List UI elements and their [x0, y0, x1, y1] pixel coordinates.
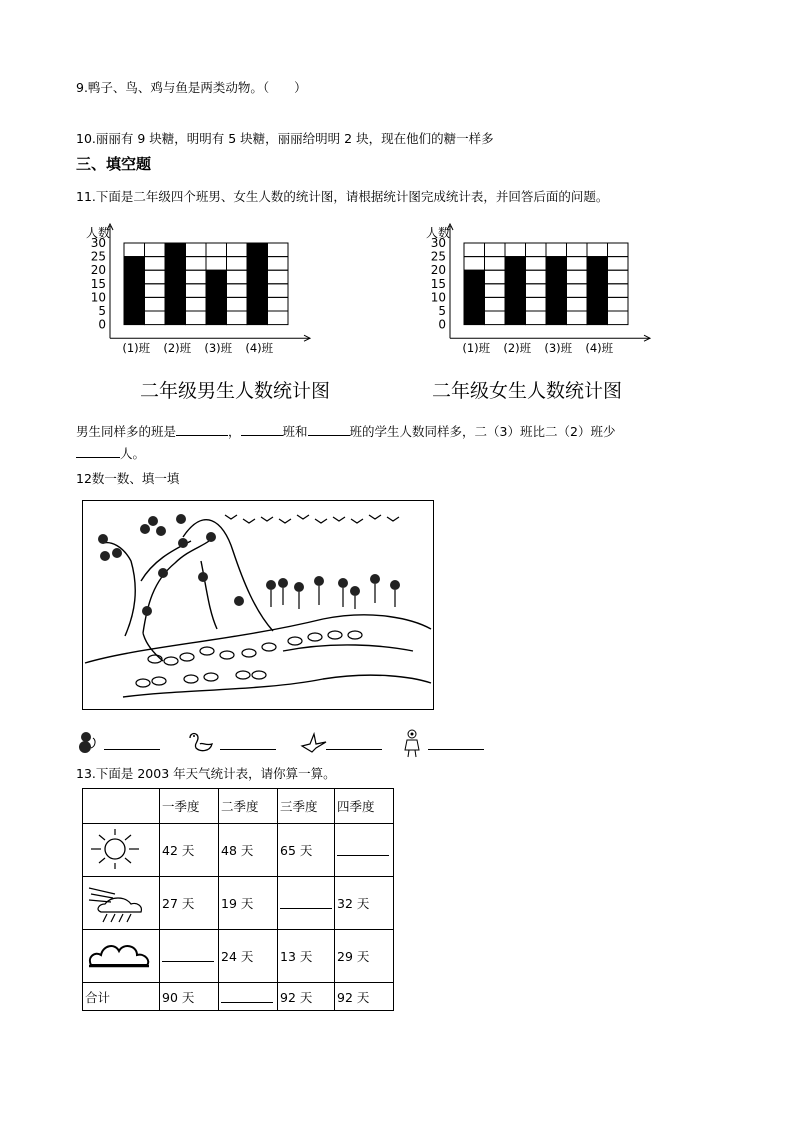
table-cell: 19 天 [219, 877, 278, 930]
grid-cell [567, 297, 588, 311]
grid-cell [145, 257, 166, 271]
table-header-cell: 三季度 [278, 789, 335, 824]
grid-cell [608, 311, 629, 325]
boys-bar-chart [80, 222, 350, 357]
weather-table [82, 788, 394, 1011]
grid-cell [206, 257, 227, 271]
rain-icon [85, 880, 151, 924]
row-icon-cell [83, 824, 160, 877]
grid-cell [268, 243, 289, 257]
question-11-fill-line2 [76, 443, 145, 463]
grid-cell [485, 257, 506, 271]
child-count-blank[interactable] [428, 748, 484, 750]
bar [505, 257, 526, 325]
x-tick-label: (4)班 [245, 341, 274, 356]
grid-cell [464, 257, 485, 271]
grid-cell [567, 257, 588, 271]
question-11-fill [76, 421, 615, 441]
table-cell: 90 天 [160, 983, 219, 1011]
grid-cell [485, 284, 506, 298]
grid-cell [608, 257, 629, 271]
grid-cell [505, 243, 526, 257]
fill-text-2: 班和 [282, 424, 308, 439]
y-tick-label: 0 [438, 317, 446, 332]
answer-blank[interactable] [280, 894, 332, 909]
grid-cell [567, 311, 588, 325]
grid-cell [227, 297, 248, 311]
table-cell-blank[interactable] [160, 930, 219, 983]
answer-blank[interactable] [308, 421, 350, 436]
counting-scene-image [82, 500, 434, 710]
fill-text-4: 人。 [120, 446, 146, 461]
grid-cell [268, 297, 289, 311]
y-axis-label: 人数 [86, 226, 111, 240]
row-icon-cell [83, 877, 160, 930]
girls-chart-title: 二年级女生人数统计图 [432, 380, 623, 402]
bar [587, 257, 608, 325]
fill-text-3: 班的学生人数同样多，二（3）班比二（2）班少 [349, 424, 616, 439]
x-tick-label: (2)班 [503, 341, 532, 356]
grid-cell [567, 243, 588, 257]
x-tick-label: (4)班 [585, 341, 614, 356]
y-tick-label: 25 [430, 249, 446, 264]
boys-chart-title: 二年级男生人数统计图 [140, 380, 331, 402]
y-tick-label: 30 [430, 236, 446, 250]
grid-cell [587, 243, 608, 257]
cloud-icon [85, 935, 153, 975]
x-tick-label: (3)班 [544, 341, 573, 356]
grid-cell [268, 284, 289, 298]
table-cell: 13 天 [278, 930, 335, 983]
grid-cell [145, 270, 166, 284]
table-cell: 32 天 [335, 877, 394, 930]
answer-blank[interactable] [221, 988, 273, 1003]
table-header-cell [83, 789, 160, 824]
counting-legend [74, 728, 504, 758]
grid-cell [608, 243, 629, 257]
y-tick-label: 5 [98, 304, 106, 318]
y-axis-label: 人数 [426, 226, 451, 240]
bar [546, 257, 567, 325]
grid-cell [124, 243, 145, 257]
grid-cell [608, 270, 629, 284]
grid-cell [145, 284, 166, 298]
y-tick-label: 5 [438, 304, 446, 318]
x-tick-label: (2)班 [163, 341, 192, 356]
monkey-icon [74, 730, 98, 756]
row-icon-cell [83, 930, 160, 983]
grid-cell [485, 243, 506, 257]
y-tick-label: 20 [90, 263, 106, 278]
table-cell: 29 天 [335, 930, 394, 983]
grid-cell [608, 284, 629, 298]
duck-count-blank[interactable] [220, 748, 276, 750]
grid-cell [464, 243, 485, 257]
grid-cell [186, 270, 207, 284]
table-row-total [83, 983, 394, 1011]
answer-blank[interactable] [162, 947, 214, 962]
grid-cell [546, 243, 567, 257]
sun-icon [85, 827, 145, 871]
child-icon [402, 728, 422, 758]
y-tick-label: 15 [430, 276, 446, 291]
y-tick-label: 0 [98, 317, 106, 332]
grid-cell [227, 243, 248, 257]
grid-cell [485, 311, 506, 325]
grid-cell [145, 243, 166, 257]
y-tick-label: 15 [90, 276, 106, 291]
x-tick-label: (3)班 [204, 341, 233, 356]
table-header-cell: 一季度 [160, 789, 219, 824]
grid-cell [268, 257, 289, 271]
grid-cell [567, 270, 588, 284]
grid-cell [526, 297, 547, 311]
table-header-row [83, 789, 394, 824]
section-title: 三、填空题 [76, 155, 152, 173]
question-13: 13.下面是 2003 年天气统计表，请你算一算。 [76, 766, 336, 781]
answer-blank[interactable] [76, 443, 120, 458]
table-cell-blank[interactable] [335, 824, 394, 877]
grid-cell [227, 270, 248, 284]
table-row [83, 877, 394, 930]
table-cell: 48 天 [219, 824, 278, 877]
grid-cell [526, 284, 547, 298]
answer-blank[interactable] [176, 421, 228, 436]
grid-cell [485, 270, 506, 284]
table-row [83, 930, 394, 983]
y-tick-label: 25 [90, 249, 106, 264]
grid-cell [145, 311, 166, 325]
grid-cell [268, 270, 289, 284]
question-11: 11.下面是二年级四个班男、女生人数的统计图，请根据统计图完成统计表，并回答后面的问题。 [76, 189, 609, 204]
x-tick-label: (1)班 [462, 341, 491, 356]
table-header-cell: 四季度 [335, 789, 394, 824]
grid-cell [526, 243, 547, 257]
grid-cell [206, 243, 227, 257]
total-label: 合计 [83, 983, 160, 1011]
table-cell: 92 天 [335, 983, 394, 1011]
answer-blank[interactable] [337, 841, 389, 856]
table-cell: 65 天 [278, 824, 335, 877]
hill-icon [183, 520, 273, 631]
y-tick-label: 20 [430, 263, 446, 278]
table-cell: 24 天 [219, 930, 278, 983]
table-cell-blank[interactable] [219, 983, 278, 1011]
grid-cell [227, 311, 248, 325]
table-row [83, 824, 394, 877]
grid-cell [186, 311, 207, 325]
table-cell-blank[interactable] [278, 877, 335, 930]
table-cell: 27 天 [160, 877, 219, 930]
fill-sep: ， [228, 424, 241, 439]
grid-cell [186, 243, 207, 257]
duck-icon [186, 730, 214, 756]
monkey-count-blank[interactable] [104, 748, 160, 750]
answer-blank[interactable] [241, 421, 283, 436]
fill-text-1: 男生同样多的班是 [76, 424, 177, 439]
grid-cell [608, 297, 629, 311]
grid-cell [186, 297, 207, 311]
y-tick-label: 10 [430, 290, 446, 305]
question-12: 12数一数、填一填 [76, 471, 180, 486]
grid-cell [567, 284, 588, 298]
grid-cell [526, 270, 547, 284]
grid-cell [145, 297, 166, 311]
grid-cell [485, 297, 506, 311]
bird-icon [300, 732, 328, 754]
table-cell: 42 天 [160, 824, 219, 877]
grid-cell [186, 257, 207, 271]
grid-cell [227, 257, 248, 271]
grid-cell [526, 257, 547, 271]
question-10: 10.丽丽有 9 块糖，明明有 5 块糖，丽丽给明明 2 块，现在他们的糖一样多 [76, 131, 494, 146]
bar [124, 257, 145, 325]
grid-cell [268, 311, 289, 325]
grid-cell [227, 284, 248, 298]
question-9: 9.鸭子、鸟、鸡与鱼是两类动物。（ ） [76, 80, 307, 95]
table-header-cell: 二季度 [219, 789, 278, 824]
girls-bar-chart [420, 222, 690, 357]
y-tick-label: 10 [90, 290, 106, 305]
grid-cell [186, 284, 207, 298]
grid-cell [526, 311, 547, 325]
table-cell: 92 天 [278, 983, 335, 1011]
x-tick-label: (1)班 [122, 341, 151, 356]
bird-count-blank[interactable] [326, 748, 382, 750]
y-tick-label: 30 [90, 236, 106, 250]
